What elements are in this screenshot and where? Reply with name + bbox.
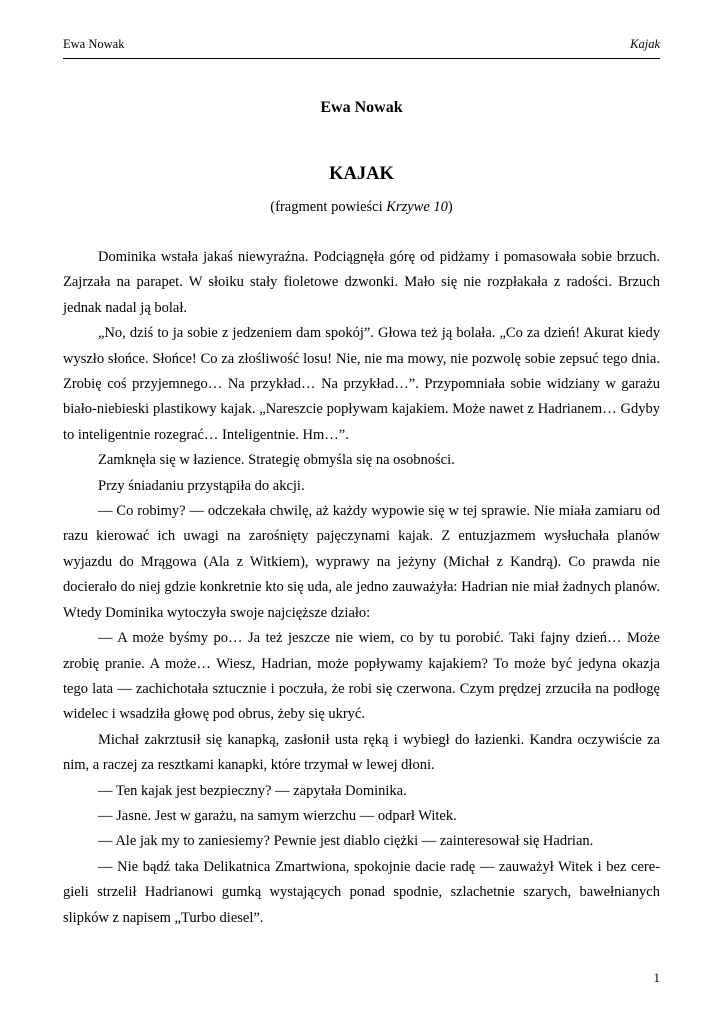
paragraph: Dominika wstała jakaś niewyraźna. Podciągnęła górę od pidżamy i pomasowała sobie brzuch. Zajrzała na parapet. W słoiku stały fioletowe dzwonki. Mało się nie rozpłakała z radości. Brzuch jednak nadal ją bolał.	[63, 249, 660, 316]
subtitle-book-title: Krzywe 10	[386, 199, 448, 215]
story-subtitle	[63, 198, 660, 216]
paragraph: — Jasne. Jest w garażu, na samym wierzchu — odparł Witek.	[98, 807, 457, 824]
paragraph: — Co robimy? — odczekała chwilę, aż każdy wypowie się w tej sprawie. Nie miała zamiaru od razu kierować ich uwagi na zarośnięty pajęczynami kajak. Z entuzjazmem wysłuchała planów wyjazdu do Mrągowa (Ala z Witkiem), wyprawy na jeżyny (Michał z Kandrą). Co prawda nie docierało do niej gdzie konkretnie kto się uda, ale jedno zauważyła: Hadrian nie miał żadnych planów. Wtedy Dominika wytoczyła swoje najcięższe działo:	[63, 503, 660, 621]
header-author: Ewa Nowak	[63, 37, 125, 51]
author-name: Ewa Nowak	[320, 99, 403, 116]
subtitle-after: )	[447, 199, 453, 215]
subtitle-before: (fragment powieści	[270, 199, 387, 215]
story-title: KAJAK	[329, 164, 394, 184]
paragraph: — Nie bądź taka Delikatnica Zmartwiona, spokojnie dacie radę — zauważył Witek i bez ceregieli strzelił Hadrianowi gumką wystających ponad spodnie, szlachetnie szarych, bawełnianych slipków z napisem „Turbo diesel”.	[63, 858, 660, 926]
paragraph: — A może byśmy po… Ja też jeszcze nie wiem, co by tu porobić. Taki fajny dzień… Może zrobię pranie. A może… Wiesz, Hadrian, może popływamy kajakiem? To może być jedyna okazja tego lata — zachichotała sztucznie i poczuła, że robi się czerwona. Czym prędzej zrzuciła na podłogę widelec i wsadziła głowę pod obrus, żeby się ukryć.	[63, 630, 660, 723]
paragraph: Przy śniadaniu przystąpiła do akcji.	[98, 477, 305, 494]
paragraph: — Ale jak my to zaniesiemy? Pewnie jest diablo ciężki — zainteresował się Hadrian.	[98, 833, 594, 850]
page-number: 1	[653, 970, 660, 985]
paragraph: Zamknęła się w łazience. Strategię obmyśla się na osobności.	[98, 452, 455, 469]
paragraph: „No, dziś to ja sobie z jedzeniem dam spokój”. Głowa też ją bolała. „Co za dzień! Akurat kiedy wyszło słońce. Słońce! Co za złośliwość losu! Nie, nie ma mowy, nie pozwolę sobie zepsuć tego dnia. Zrobię coś przyjemnego… Na przykład… Na przykład…”. Przypomniała sobie widziany w garażu biało-niebieski plastikowy kajak. „Nareszcie popływam kajakiem. Może nawet z Hadrianem… Gdyby to inteligentnie rozegrać… Inteligentnie. Hm…”.	[63, 325, 660, 443]
header-rule	[63, 58, 660, 59]
story-body	[63, 245, 660, 931]
header-title: Kajak	[630, 37, 660, 51]
paragraph: — Ten kajak jest bezpieczny? — zapytała Dominika.	[98, 782, 407, 799]
paragraph: Michał zakrztusił się kanapką, zasłonił usta ręką i wybiegł do łazienki. Kandra oczywiście za nim, a raczej za resztkami kanapki, które trzymał w lewej dłoni.	[63, 731, 660, 774]
